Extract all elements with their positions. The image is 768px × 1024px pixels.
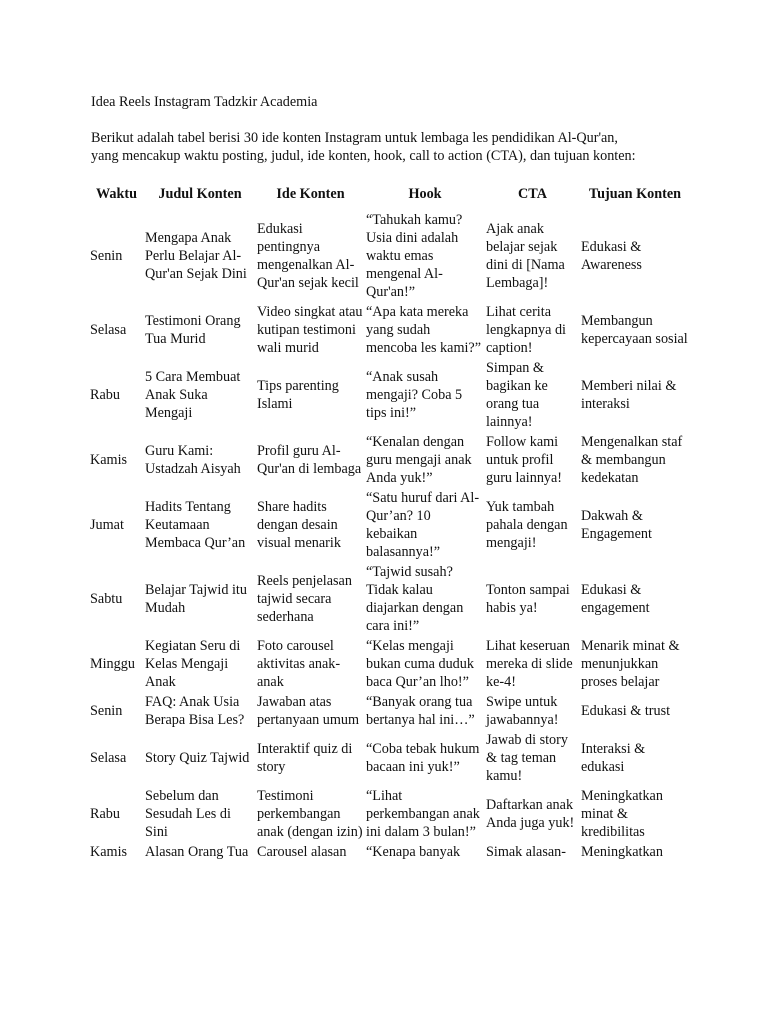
cell-ide: Video singkat atau kutipan testimoni wali murid xyxy=(257,304,363,356)
cell-judul: Story Quiz Tajwid xyxy=(145,750,250,766)
cell-hook: “Banyak orang tua bertanya hal ini…” xyxy=(366,694,475,728)
cell-judul: Hadits Tentang Keutamaan Membaca Qur’an xyxy=(145,499,246,551)
cell-waktu: Selasa xyxy=(90,750,127,766)
cell-waktu: Selasa xyxy=(90,322,127,338)
cell-waktu: Rabu xyxy=(90,806,120,822)
cell-hook: “Kelas mengaji bukan cuma duduk baca Qur’an lho!” xyxy=(366,638,474,690)
cell-tujuan: Edukasi & trust xyxy=(581,703,671,719)
header-tujuan-konten: Tujuan Konten xyxy=(588,186,682,202)
cell-judul: Guru Kami: Ustadzah Aisyah xyxy=(145,443,241,477)
cell-tujuan: Menarik minat & menunjukkan proses belajar xyxy=(581,638,680,690)
cell-ide: Profil guru Al-Qur'an di lembaga xyxy=(257,443,362,477)
cell-tujuan: Meningkatkan minat & kredibilitas xyxy=(581,788,663,840)
cell-judul: Kegiatan Seru di Kelas Mengaji Anak xyxy=(145,638,241,690)
cell-tujuan: Edukasi & engagement xyxy=(581,582,650,616)
cell-waktu: Senin xyxy=(90,703,123,719)
intro-paragraph xyxy=(91,129,731,165)
cell-waktu: Kamis xyxy=(90,452,128,468)
cell-hook: “Lihat perkembangan anak ini dalam 3 bulan!” xyxy=(366,788,480,840)
table-row xyxy=(89,488,690,562)
cell-ide: Interaktif quiz di story xyxy=(257,741,353,775)
cell-tujuan: Membangun kepercayaan sosial xyxy=(581,313,688,347)
cell-judul: FAQ: Anak Usia Berapa Bisa Les? xyxy=(145,694,245,728)
cell-cta: Daftarkan anak Anda juga yuk! xyxy=(486,797,575,831)
intro-line: Berikut adalah tabel berisi 30 ide konten Instagram untuk lembaga les pendidikan Al-Qur'an, xyxy=(91,130,618,146)
cell-judul: Alasan Orang Tua xyxy=(145,844,249,860)
table-row xyxy=(89,562,690,636)
cell-ide: Jawaban atas pertanyaan umum xyxy=(257,694,360,728)
cell-cta: Jawab di story & tag teman kamu! xyxy=(486,732,568,784)
cell-waktu: Jumat xyxy=(90,517,124,533)
cell-cta: Simpan & bagikan ke orang tua lainnya! xyxy=(486,360,548,430)
cell-hook: “Tajwid susah? Tidak kalau diajarkan dengan cara ini!” xyxy=(366,564,464,634)
table-row xyxy=(89,842,690,862)
table-row xyxy=(89,210,690,302)
cell-ide: Share hadits dengan desain visual menarik xyxy=(257,499,341,551)
cell-waktu: Minggu xyxy=(90,656,135,672)
cell-ide: Reels penjelasan tajwid secara sederhana xyxy=(257,573,352,625)
cell-judul: Sebelum dan Sesudah Les di Sini xyxy=(145,788,231,840)
cell-cta: Yuk tambah pahala dengan mengaji! xyxy=(486,499,568,551)
cell-ide: Tips parenting Islami xyxy=(257,378,339,412)
cell-judul: Belajar Tajwid itu Mudah xyxy=(145,582,247,616)
cell-tujuan: Edukasi & Awareness xyxy=(581,239,642,273)
content-ideas-table xyxy=(89,180,690,862)
cell-hook: “Apa kata mereka yang sudah mencoba les kami?” xyxy=(366,304,482,356)
cell-hook: “Kenalan dengan guru mengaji anak Anda yuk!” xyxy=(366,434,472,486)
table-row xyxy=(89,730,690,786)
cell-waktu: Sabtu xyxy=(90,591,123,607)
cell-hook: “Coba tebak hukum bacaan ini yuk!” xyxy=(366,741,480,775)
cell-cta: Ajak anak belajar sejak dini di [Nama Lembaga]! xyxy=(486,221,565,291)
document-title: Idea Reels Instagram Tadzkir Academia xyxy=(91,94,318,110)
header-judul-konten: Judul Konten xyxy=(158,186,242,202)
cell-ide: Carousel alasan xyxy=(257,844,347,860)
table-row xyxy=(89,636,690,692)
header-waktu: Waktu xyxy=(95,186,137,202)
header-cta: CTA xyxy=(518,186,547,202)
header-hook: Hook xyxy=(408,186,442,202)
cell-cta: Tonton sampai habis ya! xyxy=(486,582,570,616)
table-row xyxy=(89,302,690,358)
cell-ide: Foto carousel aktivitas anak-anak xyxy=(257,638,341,690)
cell-tujuan: Memberi nilai & interaksi xyxy=(581,378,677,412)
table-row xyxy=(89,692,690,730)
cell-hook: “Kenapa banyak xyxy=(366,844,461,860)
cell-tujuan: Interaksi & edukasi xyxy=(581,741,646,775)
table-header-row xyxy=(89,180,690,210)
cell-waktu: Senin xyxy=(90,248,123,264)
cell-hook: “Anak susah mengaji? Coba 5 tips ini!” xyxy=(366,369,463,421)
cell-tujuan: Dakwah & Engagement xyxy=(581,508,652,542)
cell-hook: “Tahukah kamu? Usia dini adalah waktu emas mengenal Al-Qur'an!” xyxy=(366,212,463,300)
cell-judul: 5 Cara Membuat Anak Suka Mengaji xyxy=(145,369,241,421)
table-row xyxy=(89,358,690,432)
cell-cta: Swipe untuk jawabannya! xyxy=(486,694,559,728)
table-row xyxy=(89,432,690,488)
cell-waktu: Kamis xyxy=(90,844,128,860)
cell-cta: Follow kami untuk profil guru lainnya! xyxy=(486,434,563,486)
cell-waktu: Rabu xyxy=(90,387,120,403)
cell-ide: Edukasi pentingnya mengenalkan Al-Qur'an sejak kecil xyxy=(257,221,359,291)
cell-ide: Testimoni perkembangan anak (dengan izin) xyxy=(257,788,363,840)
cell-cta: Lihat keseruan mereka di slide ke-4! xyxy=(486,638,573,690)
cell-cta: Simak alasan- xyxy=(486,844,566,860)
cell-judul: Testimoni Orang Tua Murid xyxy=(145,313,241,347)
cell-judul: Mengapa Anak Perlu Belajar Al-Qur'an Sejak Dini xyxy=(145,230,247,282)
cell-cta: Lihat cerita lengkapnya di caption! xyxy=(486,304,566,356)
intro-line: yang mencakup waktu posting, judul, ide konten, hook, call to action (CTA), dan tujuan konten: xyxy=(91,148,636,164)
cell-tujuan: Meningkatkan xyxy=(581,844,663,860)
header-ide-konten: Ide Konten xyxy=(276,186,345,202)
table-row xyxy=(89,786,690,842)
cell-hook: “Satu huruf dari Al-Qur’an? 10 kebaikan balasannya!” xyxy=(366,490,480,560)
cell-tujuan: Mengenalkan staf & membangun kedekatan xyxy=(581,434,683,486)
